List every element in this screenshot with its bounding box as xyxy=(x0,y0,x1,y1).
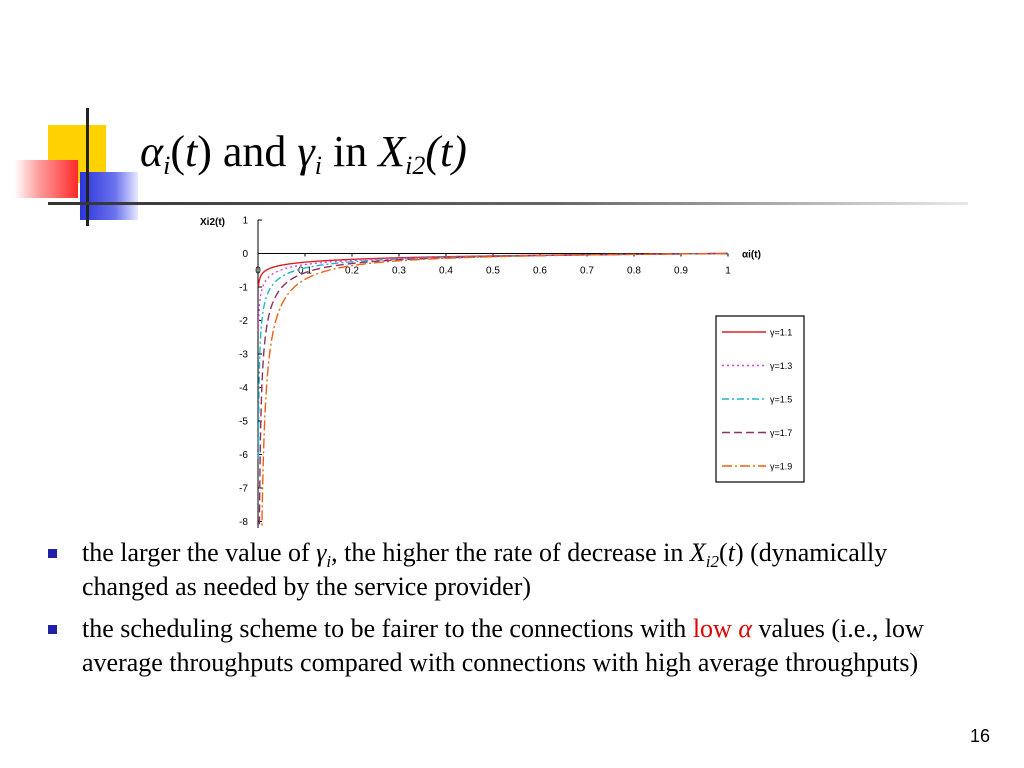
legend-label-3: γ=1.5 xyxy=(770,394,793,405)
y-tick-label: -5 xyxy=(239,416,248,428)
series-line-4 xyxy=(258,254,728,529)
y-tick-label: -1 xyxy=(239,282,248,294)
bullet-list xyxy=(48,536,978,688)
y-tick-label: -6 xyxy=(239,450,248,461)
x-tick-label: 0.4 xyxy=(439,265,453,277)
y-tick-label: 0 xyxy=(242,249,248,260)
decor-vertical-line xyxy=(86,108,89,226)
y-tick-label: 1 xyxy=(242,215,248,227)
slide-title: $\alpha_i(t)$ and $\gamma_i$ in $X_{i2}(t)$ xyxy=(140,127,467,180)
y-tick-label: -4 xyxy=(239,383,248,394)
legend-label-4: γ=1.7 xyxy=(770,428,793,438)
series-line-3 xyxy=(258,254,728,459)
x-tick-label: 0.2 xyxy=(345,265,359,277)
y-tick-label: -7 xyxy=(239,483,248,495)
x-tick-label: 0.9 xyxy=(674,265,688,277)
page-number: 16 xyxy=(969,726,990,746)
y-axis-label: Xi2(t) xyxy=(200,217,225,228)
x-tick-label: 1 xyxy=(725,265,731,277)
legend-label-2: γ=1.3 xyxy=(770,361,793,371)
bullet-marker xyxy=(48,625,57,634)
series-line-5 xyxy=(258,254,728,529)
y-tick-label: -8 xyxy=(239,517,248,528)
y-tick-label: -2 xyxy=(239,316,248,327)
bullet-item-2: the scheduling scheme to be fairer to the connections with low α values (i.e., low average throughputs compared with connections with high average throughputs) xyxy=(48,612,978,680)
bullet-marker xyxy=(48,549,57,558)
x-tick-label: 0.8 xyxy=(627,265,641,277)
legend-label-1: γ=1.1 xyxy=(770,327,793,338)
bullet-item-1: the larger the value of $\gamma_i$, the higher the rate of decrease in $X_{i2}(t)$ (dynamically changed as needed by the service provider) xyxy=(48,536,978,604)
x-tick-label: 0.7 xyxy=(580,265,594,277)
title-underline xyxy=(48,202,968,205)
chart xyxy=(196,210,816,528)
x-tick-label: 0 xyxy=(255,265,261,277)
x-axis-label: αi(t) xyxy=(742,249,761,261)
x-tick-label: 0.3 xyxy=(392,265,406,277)
legend-label-5: γ=1.9 xyxy=(770,461,793,472)
y-tick-label: -3 xyxy=(239,349,248,361)
decor-red-bar xyxy=(14,160,78,198)
x-tick-label: 0.1 xyxy=(298,265,312,277)
x-tick-label: 0.5 xyxy=(486,265,500,277)
x-tick-label: 0.6 xyxy=(533,265,547,277)
